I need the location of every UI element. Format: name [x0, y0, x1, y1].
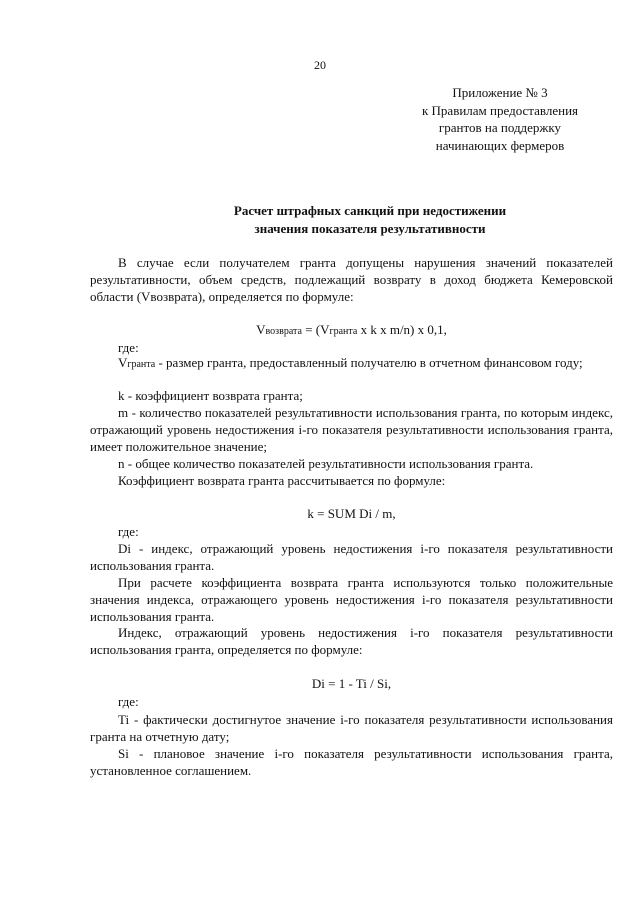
definition-m: m - количество показателей результативности использования гранта, по которым индекс, отражающий уровень недостижения i-го показателя результативности использования гранта, имеет положительное значение;: [90, 405, 613, 454]
formula1-mid: = (V: [301, 322, 330, 337]
intro-paragraph: В случае если получателем гранта допущены нарушения значений показателей результативности, объем средств, подлежащий возврату в доход бюджета Кемеровской области (Vвозврата), определяется по формуле:: [90, 255, 613, 304]
document-title: [150, 202, 590, 238]
appendix-line-4: начинающих фермеров: [435, 137, 565, 153]
definition-n: n - общее количество показателей результативности использования гранта.: [118, 456, 534, 471]
index-intro: Индекс, отражающий уровень недостижения i-го показателя результативности использования гранта, определяется по формуле:: [90, 625, 613, 657]
title-line-2: значения показателя результативности: [254, 221, 486, 236]
formula-coefficient: k = SUM Di / m,: [307, 506, 396, 521]
where-label-3: где:: [118, 694, 139, 709]
appendix-header: [405, 84, 595, 154]
appendix-line-2: к Правилам предоставления: [421, 102, 579, 118]
formula1-sub-return: возврата: [265, 326, 302, 337]
vgrant-subscript: гранта: [127, 359, 156, 370]
appendix-line-3: грантов на поддержку: [438, 120, 562, 135]
definition-ti: Ti - фактически достигнутое значение i-го показателя результативности использования гранта на отчетную дату;: [90, 712, 613, 744]
definition-di: Di - индекс, отражающий уровень недостижения i-го показателя результативности использования гранта.: [90, 541, 613, 573]
coefficient-intro: Коэффициент возврата гранта рассчитывается по формуле:: [118, 473, 446, 488]
where-label-2: где:: [118, 524, 139, 539]
formula-index: Di = 1 - Ti / Si,: [311, 676, 392, 691]
calculation-note: При расчете коэффициента возврата гранта используются только положительные значения индекса, отражающего уровень недостижения i-го показателя результативности использования гранта.: [90, 575, 613, 624]
vgrant-text: - размер гранта, предоставленный получателю в отчетном финансовом году;: [155, 355, 583, 370]
formula1-v: V: [256, 322, 266, 337]
formula-return-amount: [90, 322, 613, 338]
title-line-1: Расчет штрафных санкций при недостижении: [233, 203, 507, 218]
formula1-rest: х k х m/n) х 0,1,: [357, 322, 447, 337]
page-number: 20: [314, 58, 326, 72]
appendix-line-1: Приложение № 3: [452, 85, 548, 100]
definition-vgrant: [90, 354, 613, 373]
formula1-sub-grant: гранта: [329, 326, 358, 337]
definition-k: k - коэффициент возврата гранта;: [118, 388, 303, 403]
where-label-1: где:: [118, 340, 139, 355]
definition-si: Si - плановое значение i-го показателя результативности использования гранта, установленное соглашением.: [90, 746, 613, 778]
vgrant-symbol: V: [118, 355, 128, 370]
